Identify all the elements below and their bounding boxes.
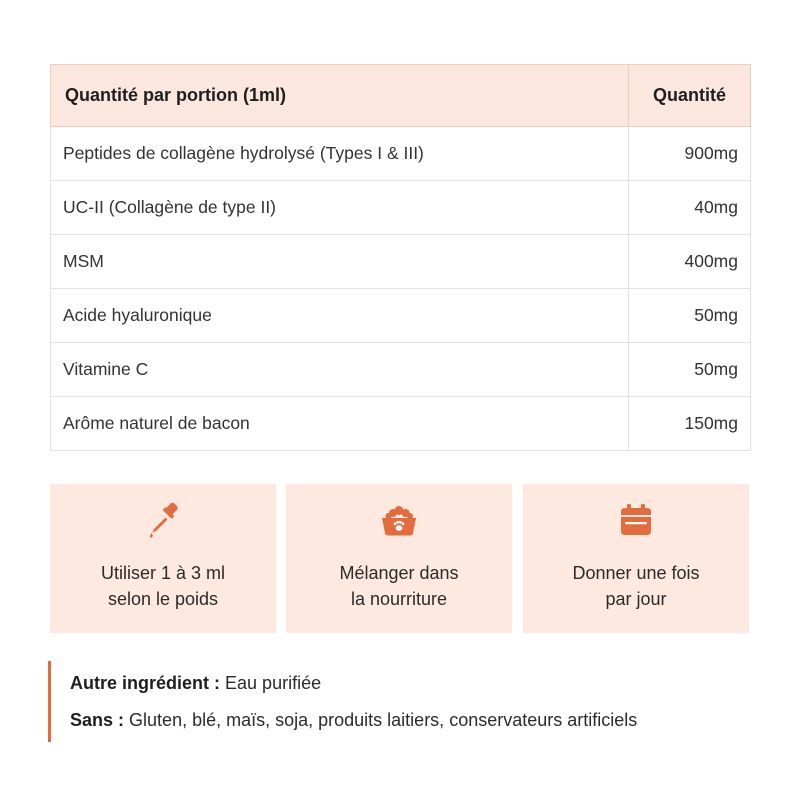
ingredient-amount: 900mg (629, 127, 751, 181)
ingredient-name: Vitamine C (51, 343, 629, 397)
dropper-icon (143, 500, 183, 540)
header-amount: Quantité (629, 65, 751, 127)
other-ingredient-value: Eau purifiée (225, 673, 322, 693)
table-row (51, 343, 751, 397)
ingredient-amount: 400mg (629, 235, 751, 289)
usage-card-dosage (50, 484, 276, 633)
usage-card-mix (286, 484, 512, 633)
calendar-icon (616, 500, 656, 540)
ingredient-amount: 50mg (629, 343, 751, 397)
ingredient-amount: 40mg (629, 181, 751, 235)
ingredient-name: Arôme naturel de bacon (51, 397, 629, 451)
usage-cards (50, 484, 750, 633)
free-from-line (70, 709, 637, 731)
ingredients-note (48, 661, 752, 742)
ingredient-name: UC-II (Collagène de type II) (51, 181, 629, 235)
usage-card-frequency (523, 484, 749, 633)
header-portion: Quantité par portion (1ml) (51, 65, 629, 127)
nutrition-table (50, 64, 751, 451)
other-ingredient-label: Autre ingrédient : (70, 673, 221, 693)
table-row (51, 181, 751, 235)
free-from-label: Sans : (70, 710, 125, 730)
ingredient-amount: 50mg (629, 289, 751, 343)
usage-card-text: Utiliser 1 à 3 ml selon le poids (100, 563, 226, 609)
table-row (51, 127, 751, 181)
table-row (51, 289, 751, 343)
table-header-row (51, 65, 751, 127)
ingredient-name: Acide hyaluronique (51, 289, 629, 343)
usage-card-text: Mélanger dans la nourriture (339, 563, 459, 609)
free-from-value: Gluten, blé, maïs, soja, produits laitiers, conservateurs artificiels (129, 710, 638, 730)
ingredient-name: MSM (51, 235, 629, 289)
table-row (51, 397, 751, 451)
table-row (51, 235, 751, 289)
pet-food-bowl-icon (379, 500, 419, 540)
other-ingredient-line (70, 672, 321, 694)
ingredient-name: Peptides de collagène hydrolysé (Types I & III) (51, 127, 629, 181)
usage-card-text: Donner une fois par jour (572, 563, 700, 609)
ingredient-amount: 150mg (629, 397, 751, 451)
